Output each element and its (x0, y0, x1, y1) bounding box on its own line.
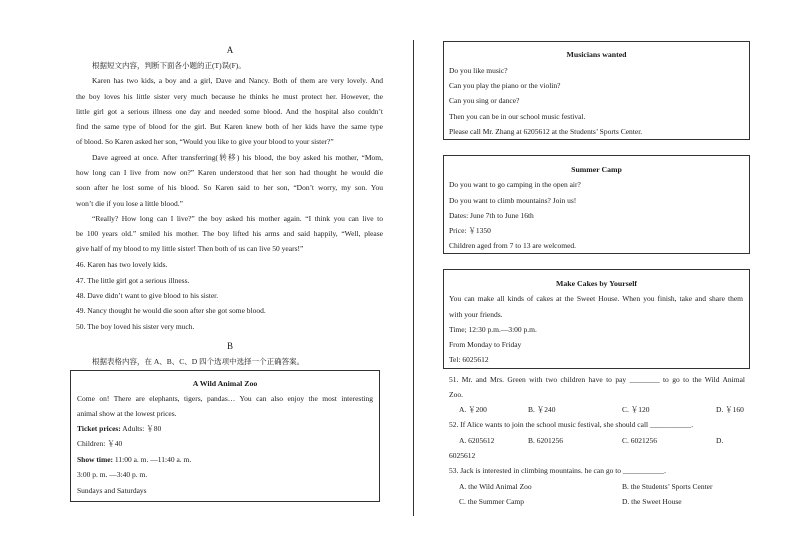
musicians-line: Please call Mr. Zhang at 6205612 at the Students’ Sports Center. (449, 127, 643, 136)
zoo-text-line: animal show at the lowest prices. (77, 409, 177, 418)
musicians-line: Can you play the piano or the violin? (449, 81, 561, 90)
passage-line: soon after he lost some of his blood. So Karen said to her son, “Don’t worry, my son. You (76, 183, 383, 192)
zoo-show-time (77, 455, 191, 465)
passage-line: of blood. So Karen asked her son, “Would you like to give your blood to your sister?” (76, 137, 334, 146)
musicians-line: Can you sing or dance? (449, 96, 520, 105)
passage-line: Dave agreed at once. After transferring(转移) his blood, the boy asked his mother, “Mom, (92, 153, 383, 162)
passage-line: won’t die if you lose a little blood.” (76, 199, 183, 208)
question-51-option-c[interactable]: C. ￥120 (622, 405, 650, 414)
question-51-option-d[interactable]: D. ￥160 (716, 405, 744, 414)
question-52-stem: 52. If Alice wants to join the school music festival, she should call ___________. (449, 420, 694, 429)
camp-line: Do you want to go camping in the open air? (449, 180, 581, 189)
question-52-option-b[interactable]: B. 6201256 (528, 436, 564, 445)
passage-line: find the same type of blood for the girl. But Karen knew both of her kids have the same type (76, 122, 383, 131)
zoo-text-line: Come on! There are elephants, tigers, pandas… You can also enjoy the most interesting (77, 394, 373, 403)
column-divider (413, 40, 414, 516)
zoo-children-price: Children: ￥40 (77, 439, 123, 448)
statement-47: 47. The little girl got a serious illness. (76, 276, 190, 285)
cakes-line: Tel: 6025612 (449, 355, 489, 364)
statement-46: 46. Karen has two lovely kids. (76, 260, 168, 269)
passage-line: how long can I live from now on?” Karen understood that her son had thought he would die (76, 168, 383, 177)
section-a-heading: A (226, 45, 234, 55)
section-a-instruction: 根据短文内容，判断下面各小题的正(T)误(F)。 (92, 61, 246, 70)
question-52-option-c[interactable]: C. 6021256 (622, 436, 658, 445)
zoo-notice-box (70, 370, 380, 502)
passage-line: be 100 years old.” smiled his mother. The boy lifted his arms and said happily, “Well, please (76, 229, 383, 238)
cakes-title: Make Cakes by Yourself (556, 279, 637, 288)
statement-50: 50. The boy loved his sister very much. (76, 322, 195, 331)
zoo-title: A Wild Animal Zoo (192, 379, 258, 388)
cakes-line: Time; 12:30 p.m.—3:00 p.m. (449, 325, 537, 334)
question-51-option-a[interactable]: A. ￥200 (459, 405, 487, 414)
question-51-stem: 51. Mr. and Mrs. Green with two children have to pay ________ to go to the Wild Animal (449, 375, 745, 384)
musicians-line: Do you like music? (449, 66, 508, 75)
camp-title: Summer Camp (571, 165, 622, 174)
question-51-stem-cont: Zoo. (449, 390, 463, 399)
ticket-label: Ticket prices: (77, 424, 121, 433)
show-label: Show time: (77, 455, 114, 464)
question-52-option-a[interactable]: A. 6205612 (459, 436, 495, 445)
statement-48: 48. Dave didn’t want to give blood to his sister. (76, 291, 219, 300)
camp-line: Do you want to climb mountains? Join us! (449, 196, 577, 205)
question-53-option-c[interactable]: C. the Summer Camp (459, 497, 524, 506)
passage-line: the boy loves his little sister very much because he thinks he must protect her. However, the (76, 92, 383, 101)
question-52-option-d-value: 6025612 (449, 451, 476, 460)
show-morning: 11:00 a. m. —11:40 a. m. (113, 455, 192, 464)
question-53-option-b[interactable]: B. the Students’ Sports Center (622, 482, 713, 491)
camp-line: Children aged from 7 to 13 are welcomed. (449, 241, 577, 250)
cakes-notice-box (443, 269, 750, 369)
question-53-option-a[interactable]: A. the Wild Animal Zoo (459, 482, 532, 491)
question-53-stem: 53. Jack is interested in climbing mountains. he can go to ___________. (449, 466, 667, 475)
cakes-line: with your friends. (449, 310, 503, 319)
musicians-notice-box (443, 41, 750, 140)
passage-line: little girl got a serious illness one day and needed some blood. And the hospital also couldn’t (76, 107, 383, 116)
section-b-heading: B (226, 341, 233, 351)
musicians-title: Musicians wanted (566, 50, 627, 59)
ticket-adult: Adults: ￥80 (120, 424, 162, 433)
musicians-line: Then you can be in our school music festival. (449, 112, 586, 121)
question-53-option-d[interactable]: D. the Sweet House (622, 497, 682, 506)
section-b-instruction: 根据表格内容，在 A、B、C、D 四个选项中选择一个正确答案。 (92, 357, 305, 366)
statement-49: 49. Nancy thought he would die soon after she got some blood. (76, 306, 266, 315)
passage-line: “Really? How long can I live?” the boy asked his mother again. “I think you can live to (92, 214, 383, 223)
zoo-days: Sundays and Saturdays (77, 486, 147, 495)
question-52-option-d[interactable]: D. (716, 436, 724, 445)
question-51-option-b[interactable]: B. ￥240 (528, 405, 556, 414)
cakes-line: From Monday to Friday (449, 340, 522, 349)
camp-line: Price: ￥1350 (449, 226, 491, 235)
passage-line: give half of my blood to my little sister! Then both of us can live 50 years!” (76, 244, 304, 253)
zoo-ticket-prices (77, 424, 161, 434)
cakes-line: You can make all kinds of cakes at the Sweet House. When you finish, take and share them (449, 294, 743, 303)
camp-notice-box (443, 155, 750, 254)
zoo-show-afternoon: 3:00 p. m. —3:40 p. m. (77, 470, 148, 479)
passage-line: Karen has two kids, a boy and a girl, Dave and Nancy. Both of them are very lovely. And (92, 76, 383, 85)
camp-line: Dates: June 7th to June 16th (449, 211, 534, 220)
